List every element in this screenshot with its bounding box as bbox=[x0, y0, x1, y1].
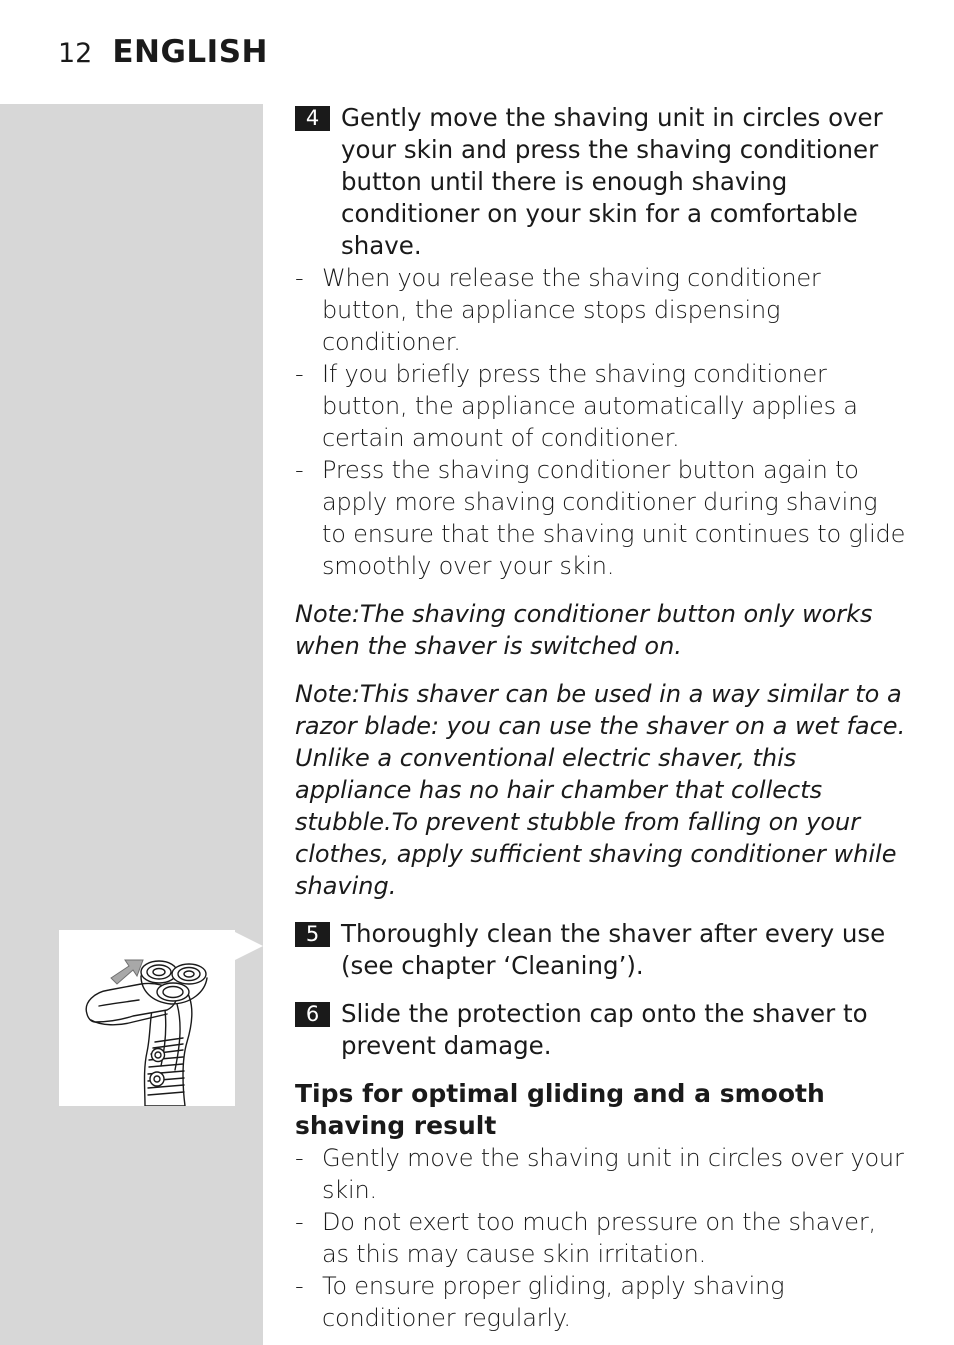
main-content bbox=[295, 102, 907, 1334]
step-text: Gently move the shaving unit in circles over your skin and press the shaving conditioner button until there is enough shaving conditioner on your skin for a comfortable shave. bbox=[341, 103, 883, 260]
page-header bbox=[58, 34, 268, 74]
list-item-text: If you briefly press the shaving conditioner button, the appliance automatically applies a certain amount of conditioner. bbox=[322, 360, 858, 452]
list-item bbox=[295, 454, 907, 582]
list-item bbox=[295, 1142, 907, 1206]
step-4-bullet-list bbox=[295, 262, 907, 582]
shaver-protection-cap-illustration-icon bbox=[59, 930, 235, 1106]
list-item bbox=[295, 358, 907, 454]
bullet-dash: - bbox=[295, 1208, 304, 1236]
note-wet-shave: Note:This shaver can be used in a way similar to a razor blade: you can use the shaver on a wet face. Unlike a conventional electric shaver, this appliance has no hair chamber that collects stubble.To prevent stubble from falling on your clothes, apply sufficient shaving conditioner while shaving. bbox=[295, 680, 906, 900]
callout-pointer bbox=[235, 932, 263, 960]
shaver-illustration bbox=[59, 930, 235, 1106]
step-number-badge: 6 bbox=[295, 1002, 330, 1027]
bullet-dash: - bbox=[295, 360, 304, 388]
step-text: Thoroughly clean the shaver after every use (see chapter ‘Cleaning’). bbox=[341, 919, 886, 980]
bullet-dash: - bbox=[295, 1272, 304, 1300]
bullet-dash: - bbox=[295, 456, 304, 484]
list-item bbox=[295, 1270, 907, 1334]
tips-heading: Tips for optimal gliding and a smooth shaving result bbox=[295, 1079, 825, 1140]
sidebar-panel bbox=[0, 104, 263, 1345]
step-6 bbox=[295, 998, 907, 1062]
page-number: 12 bbox=[58, 38, 93, 69]
step-number-badge: 5 bbox=[295, 922, 330, 947]
bullet-dash: - bbox=[295, 1144, 304, 1172]
list-item bbox=[295, 1206, 907, 1270]
list-item-text: To ensure proper gliding, apply shaving conditioner regularly. bbox=[322, 1272, 785, 1332]
list-item-text: Gently move the shaving unit in circles over your skin. bbox=[322, 1144, 904, 1204]
step-4 bbox=[295, 102, 907, 262]
list-item-text: Press the shaving conditioner button again to apply more shaving conditioner during shaving to ensure that the shaving unit continues to glide smoothly over your skin. bbox=[322, 456, 906, 580]
bullet-dash: - bbox=[295, 264, 304, 292]
step-5 bbox=[295, 918, 907, 982]
list-item-text: Do not exert too much pressure on the shaver, as this may cause skin irritation. bbox=[322, 1208, 876, 1268]
section-title: ENGLISH bbox=[112, 34, 268, 70]
list-item bbox=[295, 262, 907, 358]
step-text: Slide the protection cap onto the shaver to prevent damage. bbox=[341, 999, 868, 1060]
note-conditioner-button: Note:The shaving conditioner button only works when the shaver is switched on. bbox=[295, 600, 873, 660]
list-item-text: When you release the shaving conditioner button, the appliance stops dispensing conditioner. bbox=[322, 264, 821, 356]
slide-arrow bbox=[111, 960, 143, 984]
tips-bullet-list bbox=[295, 1142, 907, 1334]
step-number-badge: 4 bbox=[295, 106, 330, 131]
